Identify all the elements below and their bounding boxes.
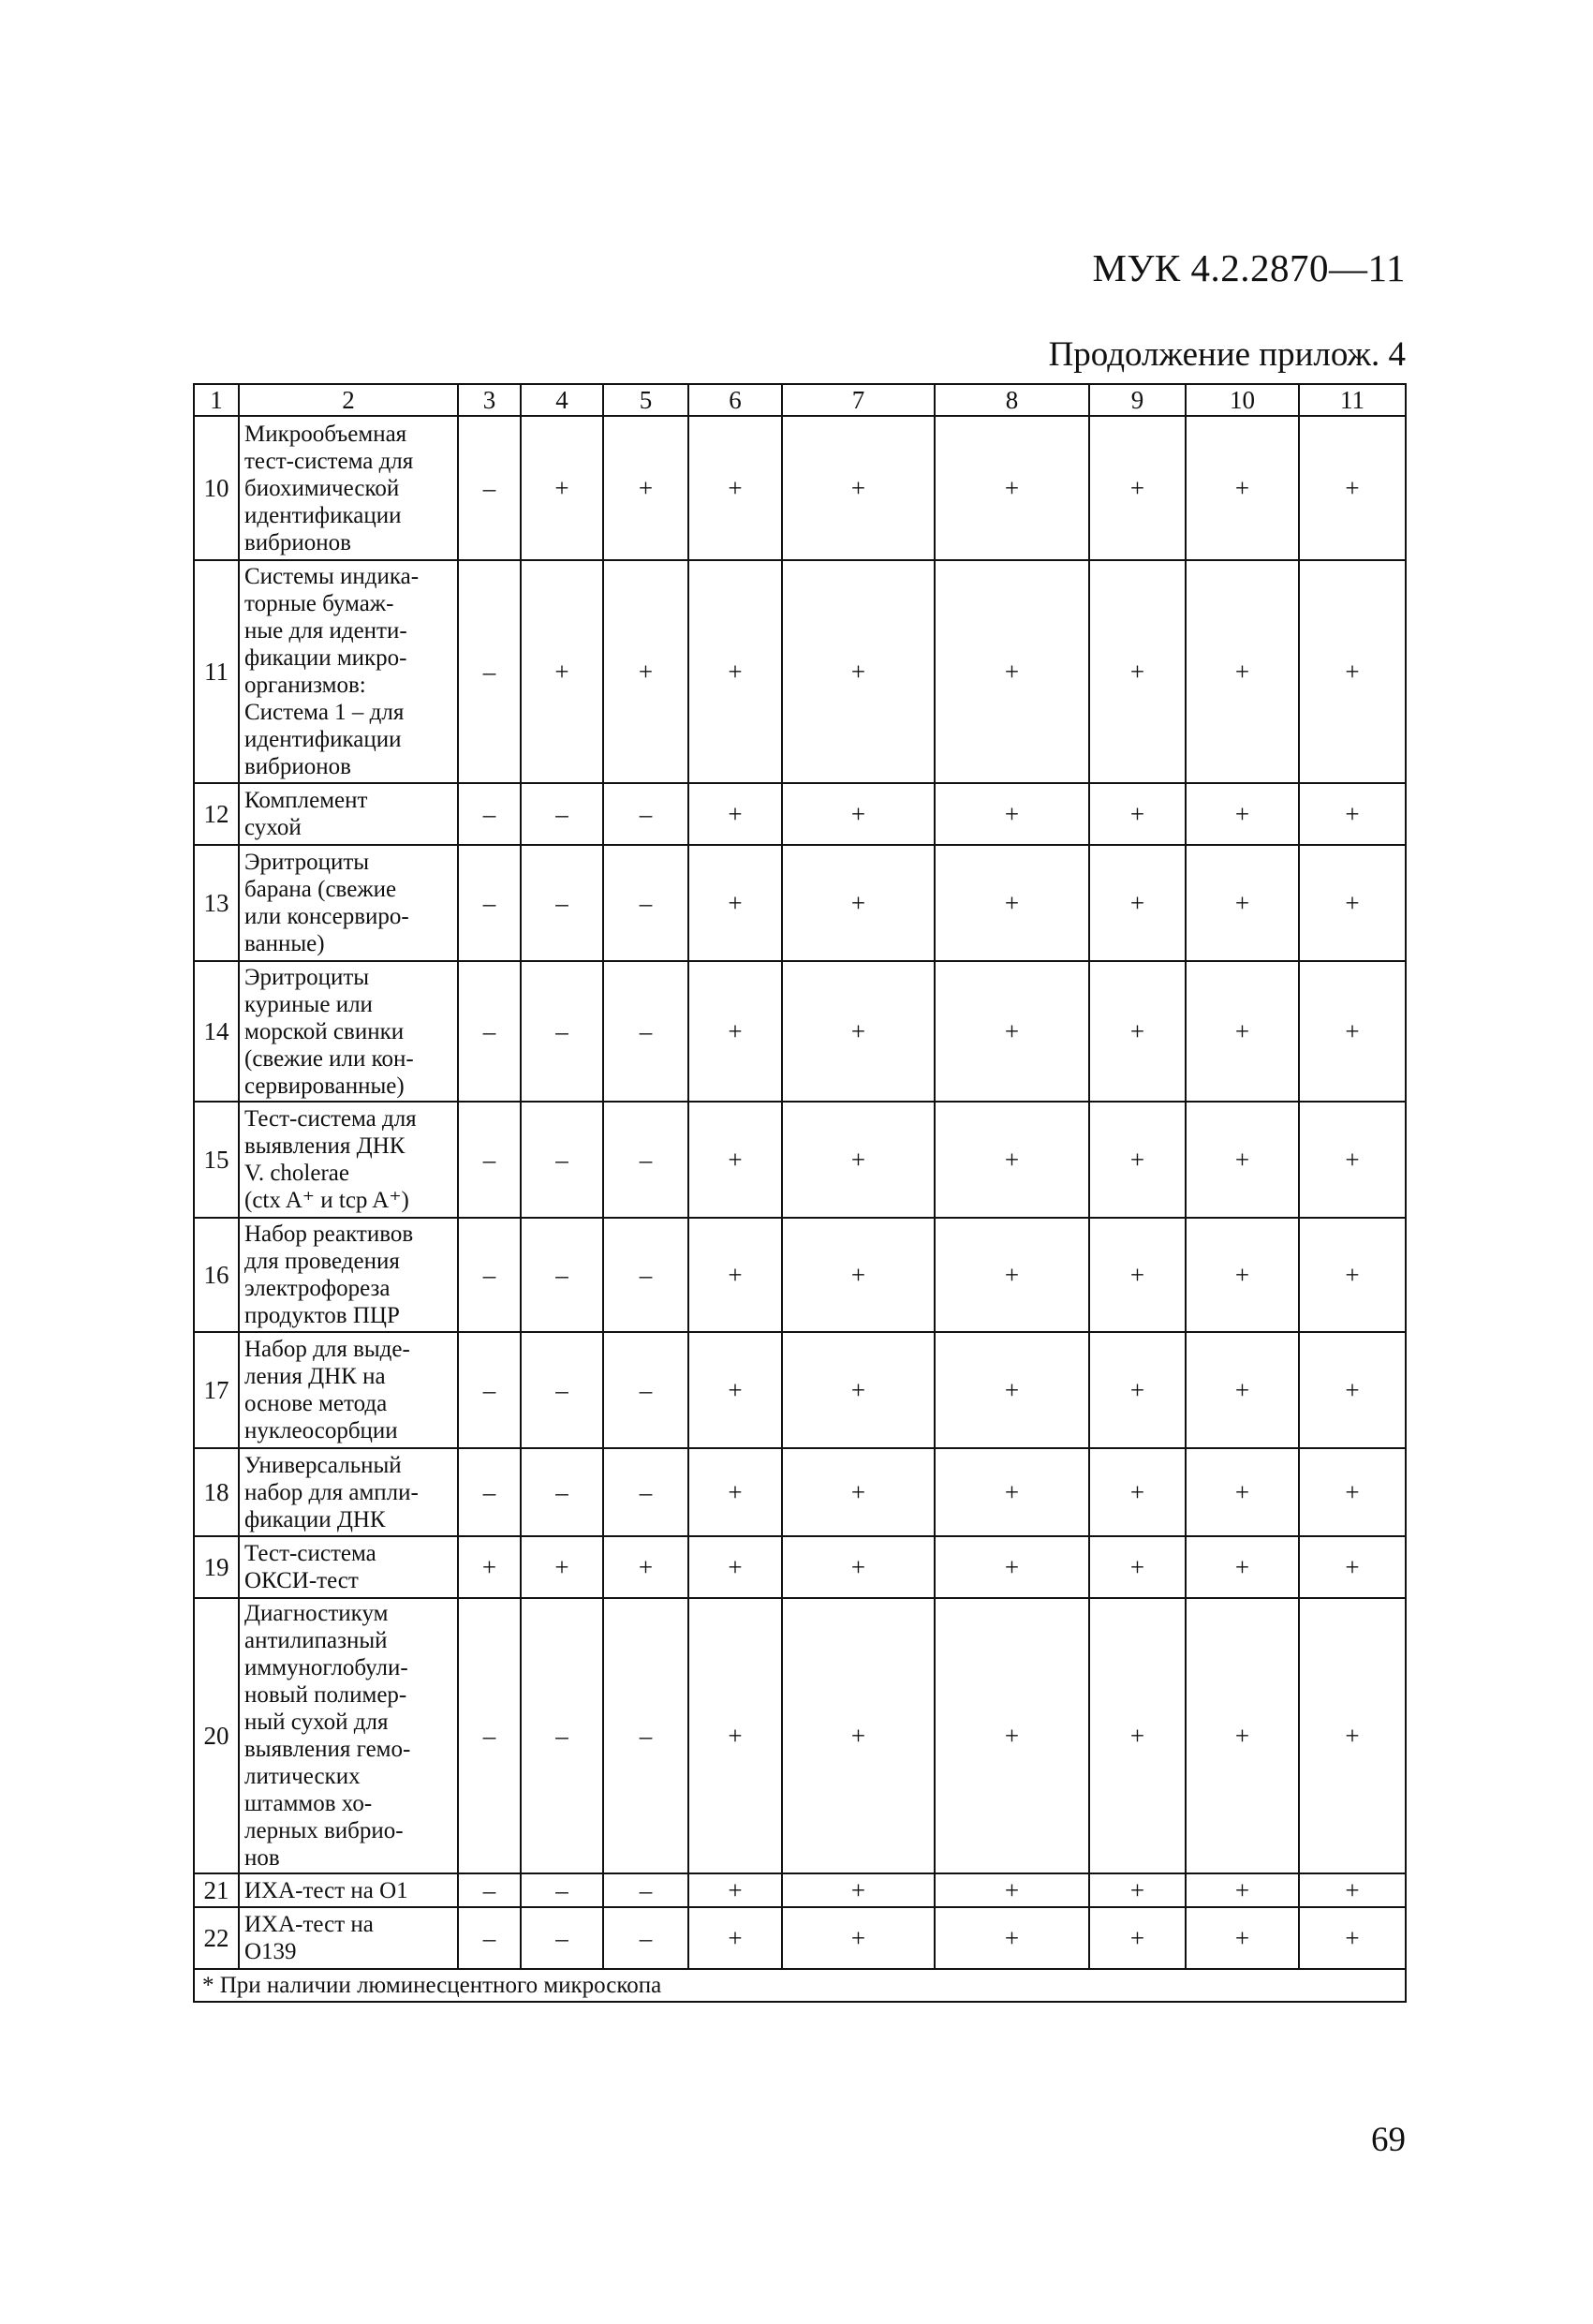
mark-cell: +	[935, 1332, 1089, 1448]
mark-cell: +	[782, 845, 935, 961]
mark-cell: +	[782, 783, 935, 845]
mark-cell: –	[458, 560, 521, 783]
reagent-name-cell: Системы индика- торные бумаж- ные для иденти- фикации микро- организмов: Система 1 – для идентификации вибрионов	[239, 560, 458, 783]
row-number-cell: 22	[194, 1907, 239, 1969]
mark-cell: –	[521, 1907, 603, 1969]
mark-cell: +	[1089, 1218, 1186, 1332]
table-row	[194, 560, 1406, 783]
row-number-cell: 10	[194, 416, 239, 560]
footnote-row	[194, 1969, 1406, 2002]
mark-cell: –	[603, 1907, 688, 1969]
table-row	[194, 1598, 1406, 1873]
header-cell: 7	[782, 384, 935, 416]
page-number: 69	[1371, 2121, 1406, 2159]
mark-cell: +	[688, 416, 782, 560]
mark-cell: +	[782, 1448, 935, 1536]
mark-cell: +	[935, 961, 1089, 1102]
row-number-cell: 13	[194, 845, 239, 961]
reagent-name-cell: Тест-система ОКСИ-тест	[239, 1536, 458, 1598]
mark-cell: +	[521, 1536, 603, 1598]
mark-cell: +	[1186, 1332, 1299, 1448]
reagent-name-cell: Комплемент сухой	[239, 783, 458, 845]
reagent-name-cell: ИХА-тест на О139	[239, 1907, 458, 1969]
mark-cell: +	[1089, 1598, 1186, 1873]
mark-cell: +	[688, 783, 782, 845]
mark-cell: +	[688, 1218, 782, 1332]
mark-cell: +	[688, 1536, 782, 1598]
mark-cell: –	[521, 1873, 603, 1907]
mark-cell: +	[1186, 845, 1299, 961]
row-number-cell: 15	[194, 1102, 239, 1218]
mark-cell: +	[935, 1598, 1089, 1873]
mark-cell: +	[1089, 416, 1186, 560]
mark-cell: –	[458, 1873, 521, 1907]
mark-cell: –	[603, 1598, 688, 1873]
mark-cell: +	[935, 1218, 1089, 1332]
mark-cell: +	[688, 1873, 782, 1907]
appendix-caption: Продолжение прилож. 4	[1048, 335, 1406, 374]
mark-cell: +	[935, 560, 1089, 783]
mark-cell: +	[688, 1102, 782, 1218]
reagent-name-cell: Диагностикум антилипазный иммуноглобули- новый полимер- ный сухой для выявления гемо- литических штаммов хо- лерных вибрио- нов	[239, 1598, 458, 1873]
header-cell: 10	[1186, 384, 1299, 416]
mark-cell: +	[1089, 1536, 1186, 1598]
mark-cell: +	[603, 1536, 688, 1598]
mark-cell: –	[458, 416, 521, 560]
table-row	[194, 845, 1406, 961]
mark-cell: –	[458, 1907, 521, 1969]
header-cell: 8	[935, 384, 1089, 416]
mark-cell: +	[935, 1907, 1089, 1969]
mark-cell: +	[521, 416, 603, 560]
mark-cell: +	[1089, 560, 1186, 783]
mark-cell: –	[521, 1332, 603, 1448]
mark-cell: +	[688, 1598, 782, 1873]
header-cell: 1	[194, 384, 239, 416]
header-cell: 4	[521, 384, 603, 416]
header-cell: 9	[1089, 384, 1186, 416]
mark-cell: –	[603, 1448, 688, 1536]
mark-cell: –	[603, 961, 688, 1102]
mark-cell: +	[935, 1536, 1089, 1598]
row-number-cell: 12	[194, 783, 239, 845]
reagent-name-cell: ИХА-тест на О1	[239, 1873, 458, 1907]
mark-cell: –	[603, 845, 688, 961]
mark-cell: +	[1089, 1907, 1186, 1969]
mark-cell: +	[688, 1332, 782, 1448]
row-number-cell: 11	[194, 560, 239, 783]
row-number-cell: 20	[194, 1598, 239, 1873]
mark-cell: +	[1089, 783, 1186, 845]
mark-cell: +	[1299, 783, 1406, 845]
mark-cell: –	[521, 1598, 603, 1873]
table-row	[194, 1332, 1406, 1448]
mark-cell: +	[782, 1536, 935, 1598]
mark-cell: +	[1186, 961, 1299, 1102]
mark-cell: +	[1299, 1102, 1406, 1218]
mark-cell: –	[458, 961, 521, 1102]
mark-cell: –	[458, 1332, 521, 1448]
mark-cell: +	[782, 1873, 935, 1907]
mark-cell: +	[1299, 1218, 1406, 1332]
reagent-name-cell: Тест-система для выявления ДНК V. cholerae (ctx A⁺ и tcp A⁺)	[239, 1102, 458, 1218]
mark-cell: +	[688, 560, 782, 783]
mark-cell: +	[1299, 1598, 1406, 1873]
mark-cell: –	[521, 961, 603, 1102]
mark-cell: +	[1299, 560, 1406, 783]
reagent-name-cell: Микрообъемная тест-система для биохимической идентификации вибрионов	[239, 416, 458, 560]
mark-cell: –	[521, 1218, 603, 1332]
reagent-name-cell: Набор реактивов для проведения электрофореза продуктов ПЦР	[239, 1218, 458, 1332]
document-code: МУК 4.2.2870—11	[1092, 246, 1406, 289]
reagent-name-cell: Набор для выде- ления ДНК на основе метода нуклеосорбции	[239, 1332, 458, 1448]
footnote: * При наличии люминесцентного микроскопа	[194, 1969, 1406, 2002]
table-row	[194, 1536, 1406, 1598]
mark-cell: +	[1299, 1448, 1406, 1536]
mark-cell: +	[688, 845, 782, 961]
mark-cell: +	[1186, 1598, 1299, 1873]
mark-cell: +	[782, 1598, 935, 1873]
mark-cell: +	[688, 961, 782, 1102]
reagent-name-cell: Эритроциты барана (свежие или консервиро- ванные)	[239, 845, 458, 961]
mark-cell: +	[935, 783, 1089, 845]
table-body	[194, 384, 1406, 2002]
mark-cell: –	[603, 1873, 688, 1907]
mark-cell: +	[1299, 1332, 1406, 1448]
mark-cell: +	[782, 560, 935, 783]
header-cell: 11	[1299, 384, 1406, 416]
table-row	[194, 783, 1406, 845]
row-number-cell: 16	[194, 1218, 239, 1332]
mark-cell: +	[935, 416, 1089, 560]
mark-cell: +	[935, 1448, 1089, 1536]
mark-cell: +	[782, 1102, 935, 1218]
table-row	[194, 1873, 1406, 1907]
mark-cell: +	[1299, 416, 1406, 560]
mark-cell: +	[1186, 1218, 1299, 1332]
mark-cell: –	[521, 845, 603, 961]
mark-cell: +	[935, 845, 1089, 961]
reagents-table	[193, 383, 1407, 2003]
mark-cell: +	[458, 1536, 521, 1598]
mark-cell: +	[782, 1907, 935, 1969]
mark-cell: –	[458, 1218, 521, 1332]
mark-cell: +	[1089, 1448, 1186, 1536]
mark-cell: +	[688, 1907, 782, 1969]
header-row	[194, 384, 1406, 416]
mark-cell: –	[458, 1598, 521, 1873]
mark-cell: –	[521, 783, 603, 845]
mark-cell: +	[603, 560, 688, 783]
mark-cell: –	[603, 783, 688, 845]
mark-cell: +	[782, 1332, 935, 1448]
mark-cell: +	[935, 1102, 1089, 1218]
mark-cell: +	[1186, 560, 1299, 783]
row-number-cell: 21	[194, 1873, 239, 1907]
header-cell: 5	[603, 384, 688, 416]
header-cell: 2	[239, 384, 458, 416]
mark-cell: –	[603, 1102, 688, 1218]
mark-cell: –	[458, 783, 521, 845]
mark-cell: +	[1186, 1448, 1299, 1536]
mark-cell: +	[1089, 1332, 1186, 1448]
row-number-cell: 14	[194, 961, 239, 1102]
mark-cell: +	[1186, 1873, 1299, 1907]
mark-cell: +	[782, 961, 935, 1102]
mark-cell: –	[458, 1448, 521, 1536]
table-row	[194, 1448, 1406, 1536]
row-number-cell: 18	[194, 1448, 239, 1536]
mark-cell: +	[1089, 1873, 1186, 1907]
mark-cell: +	[688, 1448, 782, 1536]
mark-cell: +	[1186, 1907, 1299, 1969]
mark-cell: –	[603, 1218, 688, 1332]
mark-cell: +	[1299, 1907, 1406, 1969]
mark-cell: +	[1089, 845, 1186, 961]
mark-cell: +	[1089, 1102, 1186, 1218]
mark-cell: +	[935, 1873, 1089, 1907]
mark-cell: +	[1186, 783, 1299, 845]
mark-cell: +	[1299, 1536, 1406, 1598]
mark-cell: +	[1186, 1102, 1299, 1218]
table-row	[194, 1907, 1406, 1969]
mark-cell: –	[521, 1448, 603, 1536]
mark-cell: +	[1299, 961, 1406, 1102]
reagent-name-cell: Универсальный набор для ампли- фикации ДНК	[239, 1448, 458, 1536]
mark-cell: –	[458, 1102, 521, 1218]
mark-cell: +	[603, 416, 688, 560]
mark-cell: –	[521, 1102, 603, 1218]
mark-cell: +	[782, 416, 935, 560]
mark-cell: +	[782, 1218, 935, 1332]
header-cell: 6	[688, 384, 782, 416]
mark-cell: –	[603, 1332, 688, 1448]
mark-cell: –	[458, 845, 521, 961]
mark-cell: +	[1186, 416, 1299, 560]
table-row	[194, 1102, 1406, 1218]
reagent-name-cell: Эритроциты куриные или морской свинки (свежие или кон- сервированные)	[239, 961, 458, 1102]
table-row	[194, 961, 1406, 1102]
mark-cell: +	[1299, 1873, 1406, 1907]
row-number-cell: 17	[194, 1332, 239, 1448]
mark-cell: +	[1089, 961, 1186, 1102]
row-number-cell: 19	[194, 1536, 239, 1598]
header-cell: 3	[458, 384, 521, 416]
mark-cell: +	[1186, 1536, 1299, 1598]
table-row	[194, 416, 1406, 560]
mark-cell: +	[521, 560, 603, 783]
table-row	[194, 1218, 1406, 1332]
mark-cell: +	[1299, 845, 1406, 961]
